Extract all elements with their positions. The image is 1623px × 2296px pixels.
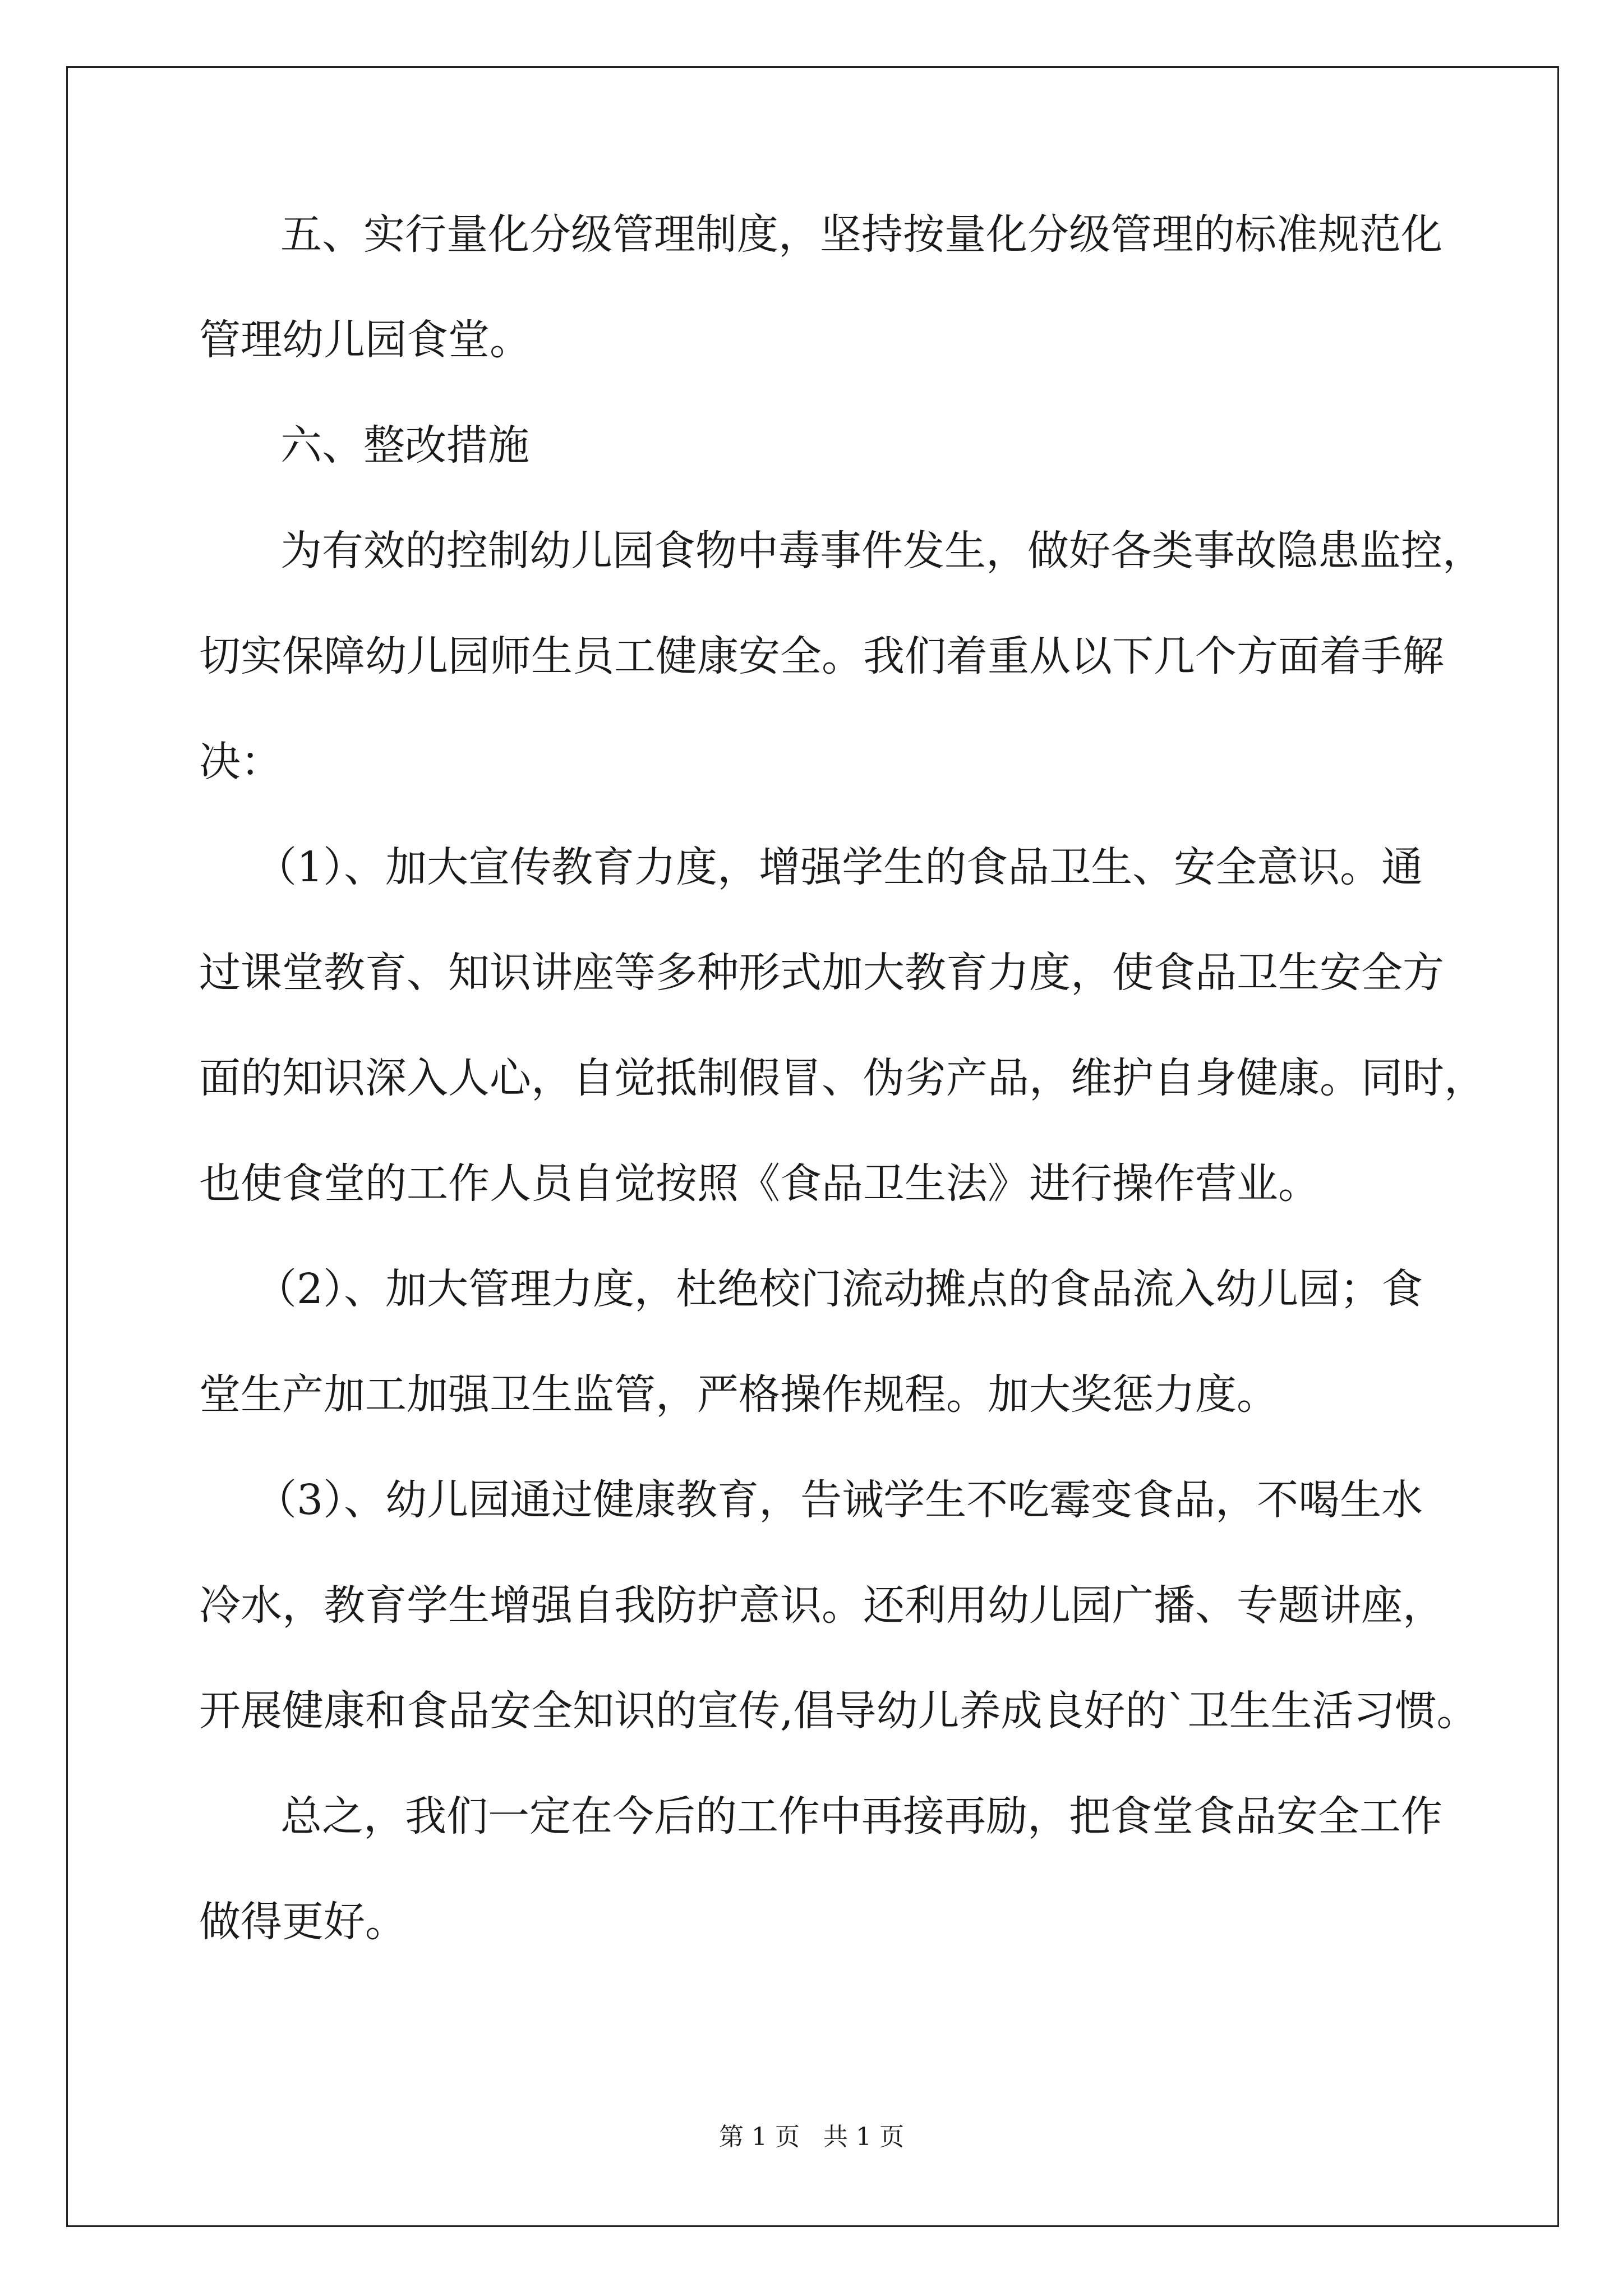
- item-2-line-1: （2）、加大管理力度，杜绝校门流动摊点的食品流入幼儿园；食: [255, 1265, 1423, 1313]
- item-1-line-2: 过课堂教育、知识讲座等多种形式加大教育力度，使食品卫生安全方: [199, 949, 1444, 997]
- heading-rectification: 六、整改措施: [280, 421, 529, 470]
- paragraph-intro-line-3: 决：: [199, 738, 282, 786]
- paragraph-intro-line-1: 为有效的控制幼儿园食物中毒事件发生，做好各类事故隐患监控，: [280, 527, 1484, 575]
- conclusion-line-2: 做得更好。: [199, 1898, 407, 1946]
- paragraph-intro-line-2: 切实保障幼儿园师生员工健康安全。我们着重从以下几个方面着手解: [199, 632, 1444, 680]
- conclusion-line-1: 总之，我们一定在今后的工作中再接再励，把食堂食品安全工作: [280, 1792, 1442, 1841]
- item-1-line-4: 也使食堂的工作人员自觉按照《食品卫生法》进行操作营业。: [199, 1159, 1320, 1208]
- item-1-line-1: （1）、加大宣传教育力度，增强学生的食品卫生、安全意识。通: [255, 843, 1423, 891]
- item-1-line-3: 面的知识深入人心，自觉抵制假冒、伪劣产品，维护自身健康。同时，: [199, 1054, 1486, 1102]
- item-3-line-1: （3）、幼儿园通过健康教育，告诫学生不吃霉变食品，不喝生水: [255, 1476, 1423, 1524]
- paragraph-5-line-1: 五、实行量化分级管理制度，坚持按量化分级管理的标准规范化: [280, 210, 1442, 259]
- item-2-line-2: 堂生产加工加强卫生监管，严格操作规程。加大奖惩力度。: [199, 1370, 1278, 1419]
- page-number-footer: 第 1 页 共 1 页: [719, 2123, 904, 2151]
- item-3-line-2: 冷水，教育学生增强自我防护意识。还利用幼儿园广播、专题讲座，: [199, 1581, 1444, 1630]
- paragraph-5-line-2: 管理幼儿园食堂。: [199, 316, 531, 364]
- item-3-line-3: 开展健康和食品安全知识的宣传,倡导幼儿养成良好的`卫生生活习惯。: [199, 1687, 1478, 1735]
